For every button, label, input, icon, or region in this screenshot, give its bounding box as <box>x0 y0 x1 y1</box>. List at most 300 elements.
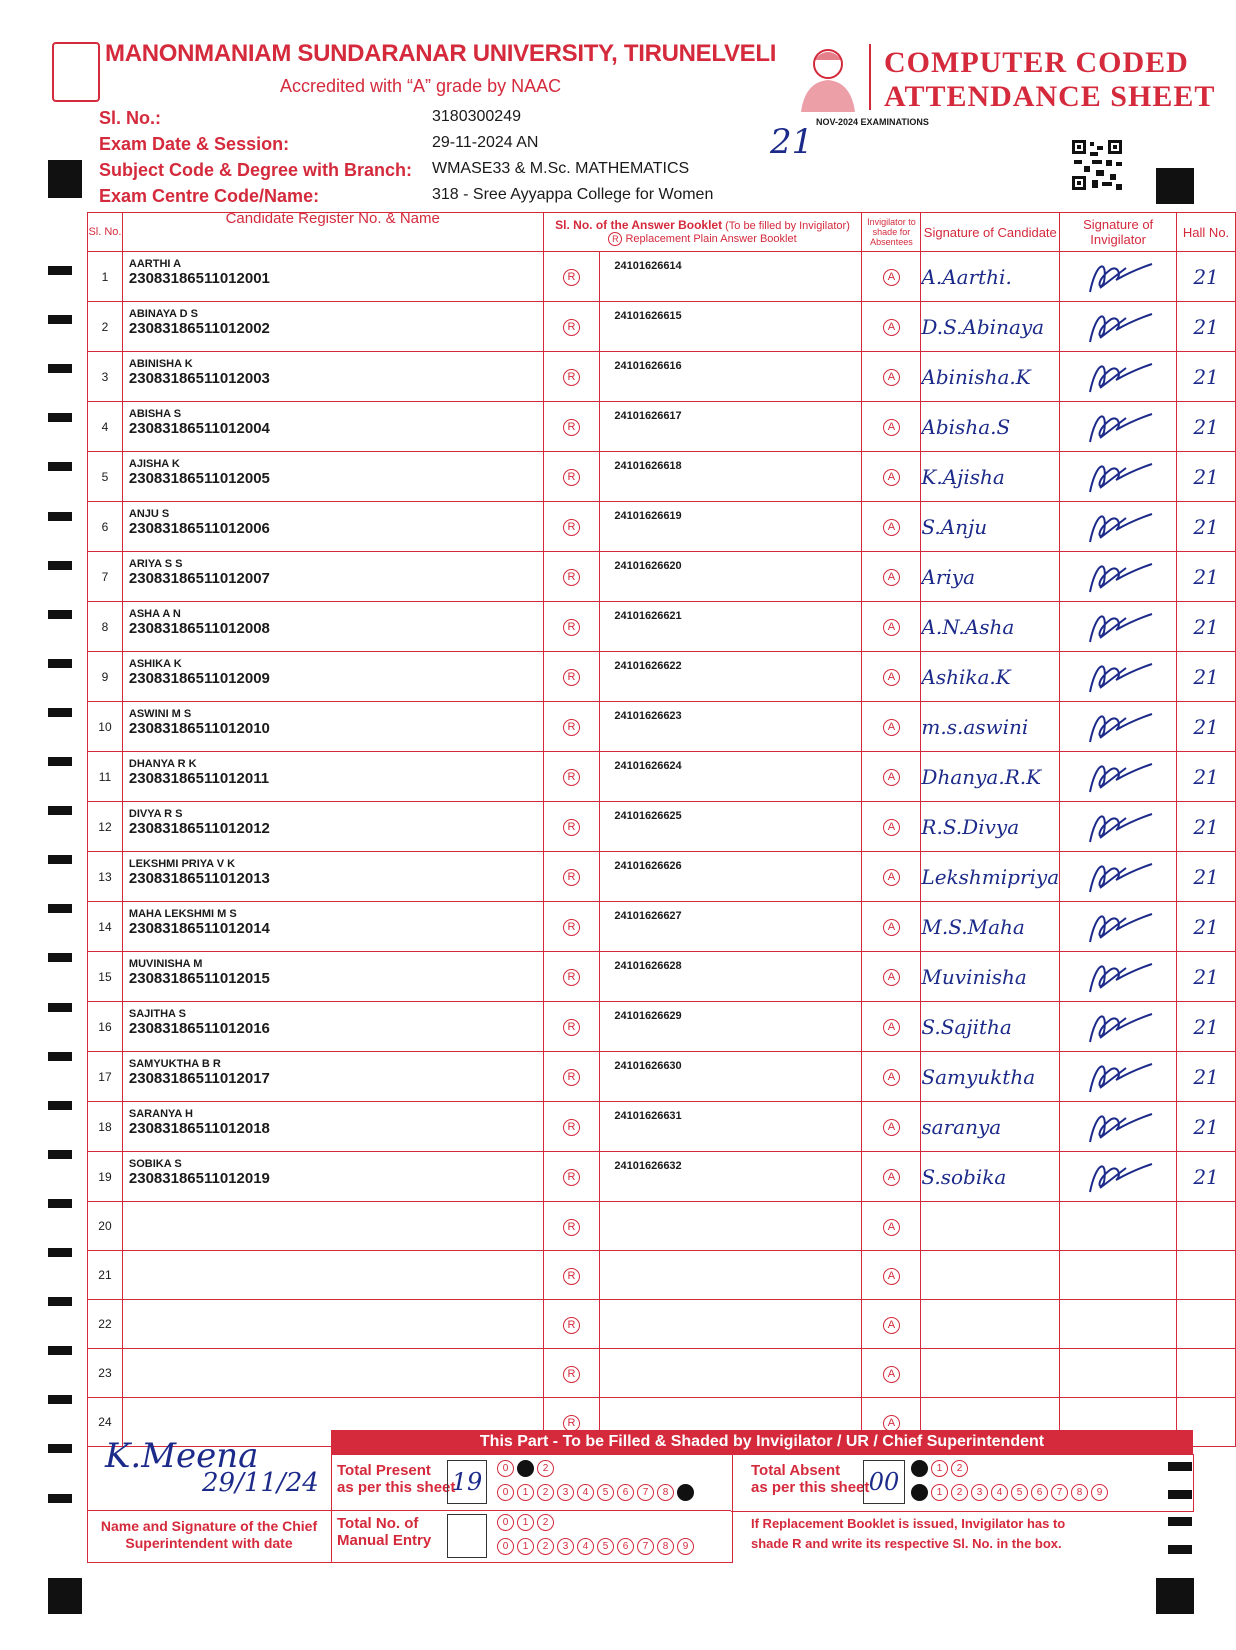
replacement-bubble[interactable]: R <box>563 519 580 536</box>
table-row <box>88 1052 1236 1102</box>
absent-bubble[interactable]: A <box>883 1069 900 1086</box>
row-invigilator-signature <box>1060 402 1177 452</box>
timing-mark <box>48 512 72 521</box>
candidate-signature: A.N.Asha <box>921 614 1015 639</box>
candidate-name: SOBIKA S <box>128 1158 182 1170</box>
row-replacement <box>543 652 600 702</box>
row-candidate <box>122 502 543 552</box>
replacement-bubble[interactable]: R <box>563 819 580 836</box>
digit-bubble[interactable]: 2 <box>537 1460 554 1477</box>
replacement-bubble[interactable]: R <box>563 469 580 486</box>
replacement-bubble[interactable]: R <box>563 1317 580 1334</box>
row-candidate <box>122 252 543 302</box>
candidate-signature: Lekshmipriya <box>921 864 1060 889</box>
absent-bubble[interactable]: A <box>883 469 900 486</box>
row-booklet <box>600 352 862 402</box>
digit-bubble[interactable]: 7 <box>637 1484 654 1501</box>
present-label-1: Total Present <box>337 1462 431 1479</box>
booklet-number: 24101626620 <box>614 560 682 572</box>
digit-bubble[interactable]: 4 <box>991 1484 1008 1501</box>
hall-number: 21 <box>1193 1114 1219 1139</box>
candidate-name: ANJU S <box>128 508 170 520</box>
timing-mark <box>48 806 72 815</box>
booklet-number: 24101626619 <box>614 510 682 522</box>
replacement-bubble[interactable]: R <box>563 569 580 586</box>
row-replacement <box>543 1052 600 1102</box>
invigilator-section <box>87 1430 1193 1562</box>
row-absent <box>862 452 921 502</box>
row-candidate <box>122 1202 543 1251</box>
digit-bubble[interactable]: 3 <box>557 1538 574 1555</box>
absent-bubble[interactable]: A <box>883 819 900 836</box>
row-hall <box>1177 802 1236 852</box>
row-absent <box>862 652 921 702</box>
table-row <box>88 452 1236 502</box>
replacement-bubble[interactable]: R <box>563 1019 580 1036</box>
row-booklet <box>600 802 862 852</box>
timing-mark <box>48 1003 72 1012</box>
row-candidate-signature <box>921 302 1060 352</box>
table-row <box>88 1300 1236 1349</box>
row-absent <box>862 702 921 752</box>
table-row <box>88 802 1236 852</box>
candidate-register-no: 23083186511012011 <box>128 770 270 787</box>
chief-date: 29/11/24 <box>202 1468 319 1498</box>
absent-bubble[interactable]: A <box>883 1169 900 1186</box>
row-invigilator-signature <box>1060 802 1177 852</box>
digit-bubble[interactable]: 1 <box>517 1484 534 1501</box>
timing-mark <box>48 1444 72 1453</box>
invigilator-signature-icon <box>1060 602 1170 646</box>
manual-units-bubbles <box>497 1538 694 1555</box>
candidate-register-no: 23083186511012019 <box>128 1170 270 1187</box>
row-candidate <box>122 1349 543 1398</box>
candidate-name: ABISHA S <box>128 408 182 420</box>
chief-label: Name and Signature of the Chief Superintendent with date <box>100 1518 318 1551</box>
absent-bubble[interactable]: A <box>883 519 900 536</box>
header-absent: Invigilator to shade for Absentees <box>862 213 921 252</box>
present-value-box[interactable]: 19 <box>447 1460 487 1504</box>
row-invigilator-signature <box>1060 652 1177 702</box>
digit-bubble[interactable]: 1 <box>517 1538 534 1555</box>
digit-bubble[interactable]: 6 <box>1031 1484 1048 1501</box>
candidate-name: AJISHA K <box>128 458 180 470</box>
candidate-signature: m.s.aswini <box>921 714 1029 739</box>
booklet-number: 24101626624 <box>614 760 682 772</box>
digit-bubble[interactable]: 1 <box>517 1460 534 1477</box>
row-invigilator-signature <box>1060 1002 1177 1052</box>
candidate-signature: saranya <box>921 1114 1002 1139</box>
header-sl: Sl. No. <box>88 213 123 252</box>
row-hall <box>1177 702 1236 752</box>
replacement-bubble[interactable]: R <box>563 1119 580 1136</box>
row-hall <box>1177 302 1236 352</box>
replacement-bubble[interactable]: R <box>563 369 580 386</box>
absent-label <box>751 1462 869 1496</box>
booklet-number: 24101626621 <box>614 610 682 622</box>
row-absent <box>862 1102 921 1152</box>
candidate-name: AARTHI A <box>128 258 182 270</box>
row-replacement <box>543 1002 600 1052</box>
row-sl: 14 <box>88 902 123 952</box>
digit-bubble[interactable]: 0 <box>497 1514 514 1531</box>
absent-bubble[interactable]: A <box>883 369 900 386</box>
row-absent <box>862 252 921 302</box>
row-candidate-signature <box>921 502 1060 552</box>
row-hall <box>1177 502 1236 552</box>
hall-note: 21 <box>770 122 814 162</box>
header-sig-candidate: Signature of Candidate <box>921 213 1060 252</box>
timing-mark <box>48 855 72 864</box>
absent-bubble[interactable]: A <box>883 419 900 436</box>
digit-bubble[interactable]: 8 <box>657 1484 674 1501</box>
absent-bubble[interactable]: A <box>883 769 900 786</box>
row-candidate-signature <box>921 1300 1060 1349</box>
absent-bubble[interactable]: A <box>883 1119 900 1136</box>
hall-number: 21 <box>1193 914 1219 939</box>
candidate-register-no: 23083186511012006 <box>128 520 270 537</box>
digit-bubble[interactable]: 1 <box>931 1460 948 1477</box>
row-booklet <box>600 902 862 952</box>
row-absent <box>862 602 921 652</box>
registration-mark <box>1156 1578 1194 1614</box>
row-booklet <box>600 1251 862 1300</box>
table-row <box>88 1102 1236 1152</box>
digit-bubble[interactable]: 9 <box>677 1538 694 1555</box>
row-booklet <box>600 702 862 752</box>
exam-series: NOV-2024 EXAMINATIONS <box>816 117 929 127</box>
row-candidate-signature <box>921 652 1060 702</box>
booklet-number: 24101626614 <box>614 260 682 272</box>
row-hall <box>1177 1052 1236 1102</box>
table-row <box>88 352 1236 402</box>
row-absent <box>862 302 921 352</box>
timing-mark <box>48 413 72 422</box>
replacement-bubble[interactable]: R <box>563 1415 580 1432</box>
digit-bubble[interactable]: 6 <box>617 1484 634 1501</box>
digit-bubble[interactable]: 2 <box>951 1460 968 1477</box>
table-row <box>88 952 1236 1002</box>
row-candidate <box>122 902 543 952</box>
row-sl: 6 <box>88 502 123 552</box>
table-row <box>88 652 1236 702</box>
row-absent <box>862 502 921 552</box>
row-invigilator-signature <box>1060 1202 1177 1251</box>
digit-bubble[interactable]: 5 <box>597 1484 614 1501</box>
replacement-bubble[interactable]: R <box>563 1219 580 1236</box>
divider <box>331 1510 731 1511</box>
row-booklet <box>600 852 862 902</box>
candidate-register-no: 23083186511012015 <box>128 970 270 987</box>
timing-mark <box>48 1150 72 1159</box>
replacement-bubble[interactable]: R <box>563 1169 580 1186</box>
row-hall <box>1177 852 1236 902</box>
table-row <box>88 1251 1236 1300</box>
replacement-bubble[interactable]: R <box>563 719 580 736</box>
replacement-bubble[interactable]: R <box>563 969 580 986</box>
digit-bubble[interactable]: 8 <box>657 1538 674 1555</box>
table-row <box>88 752 1236 802</box>
row-candidate <box>122 652 543 702</box>
row-sl: 11 <box>88 752 123 802</box>
candidate-signature: Abinisha.K <box>921 364 1031 389</box>
table-row <box>88 902 1236 952</box>
candidate-signature: K.Ajisha <box>921 464 1005 489</box>
absent-bubble[interactable]: A <box>883 269 900 286</box>
candidate-register-no: 23083186511012016 <box>128 1020 270 1037</box>
digit-bubble[interactable]: 3 <box>971 1484 988 1501</box>
row-booklet <box>600 952 862 1002</box>
digit-bubble[interactable]: 2 <box>537 1484 554 1501</box>
row-booklet <box>600 252 862 302</box>
absent-bubble[interactable]: A <box>883 619 900 636</box>
row-invigilator-signature <box>1060 1349 1177 1398</box>
candidate-register-no: 23083186511012018 <box>128 1120 270 1137</box>
row-replacement <box>543 902 600 952</box>
booklet-number: 24101626630 <box>614 1060 682 1072</box>
hall-number: 21 <box>1193 614 1219 639</box>
row-invigilator-signature <box>1060 1152 1177 1202</box>
row-invigilator-signature <box>1060 602 1177 652</box>
digit-bubble[interactable]: 1 <box>517 1514 534 1531</box>
row-hall <box>1177 1202 1236 1251</box>
digit-bubble[interactable]: 0 <box>497 1460 514 1477</box>
row-sl: 12 <box>88 802 123 852</box>
digit-bubble[interactable]: 6 <box>617 1538 634 1555</box>
row-replacement <box>543 852 600 902</box>
absent-bubble[interactable]: A <box>883 669 900 686</box>
absent-bubble[interactable]: A <box>883 869 900 886</box>
sheet-title-line-1: COMPUTER CODED <box>884 46 1189 79</box>
row-candidate-signature <box>921 802 1060 852</box>
row-invigilator-signature <box>1060 352 1177 402</box>
row-hall <box>1177 252 1236 302</box>
booklet-number: 24101626616 <box>614 360 682 372</box>
table-row <box>88 852 1236 902</box>
header-divider <box>869 44 871 110</box>
digit-bubble[interactable]: 9 <box>677 1484 694 1501</box>
digit-bubble[interactable]: 9 <box>1091 1484 1108 1501</box>
row-invigilator-signature <box>1060 552 1177 602</box>
invigilator-signature-icon <box>1060 552 1170 596</box>
row-candidate <box>122 552 543 602</box>
manual-label-2: Manual Entry <box>337 1532 432 1549</box>
absent-bubble[interactable]: A <box>883 1268 900 1285</box>
row-replacement <box>543 1152 600 1202</box>
candidate-signature: Muvinisha <box>921 964 1027 989</box>
row-replacement <box>543 252 600 302</box>
row-sl: 13 <box>88 852 123 902</box>
digit-bubble[interactable]: 4 <box>577 1538 594 1555</box>
table-row <box>88 502 1236 552</box>
row-booklet <box>600 1052 862 1102</box>
absent-bubble[interactable]: A <box>883 1019 900 1036</box>
invigilator-signature-icon <box>1060 902 1170 946</box>
row-booklet <box>600 1349 862 1398</box>
booklet-number: 24101626615 <box>614 310 682 322</box>
digit-bubble[interactable]: 2 <box>951 1484 968 1501</box>
table-row <box>88 1202 1236 1251</box>
absent-label-2: as per this sheet <box>751 1479 870 1496</box>
row-absent <box>862 1052 921 1102</box>
digit-bubble[interactable]: 2 <box>537 1514 554 1531</box>
timing-mark <box>48 561 72 570</box>
replacement-bubble[interactable]: R <box>563 319 580 336</box>
absent-bubble[interactable]: A <box>883 319 900 336</box>
timing-mark <box>48 953 72 962</box>
invigilator-signature-icon <box>1060 402 1170 446</box>
absent-bubble[interactable]: A <box>883 1317 900 1334</box>
absent-bubble[interactable]: A <box>883 719 900 736</box>
replacement-bubble[interactable]: R <box>563 619 580 636</box>
absent-bubble[interactable]: A <box>883 1415 900 1432</box>
invigilator-signature-icon <box>1060 1102 1170 1146</box>
row-hall <box>1177 552 1236 602</box>
hall-number: 21 <box>1193 314 1219 339</box>
row-booklet <box>600 302 862 352</box>
manual-value-box[interactable] <box>447 1514 487 1558</box>
digit-bubble[interactable]: 0 <box>911 1484 928 1501</box>
candidate-name: SARANYA H <box>128 1108 193 1120</box>
candidate-register-no: 23083186511012003 <box>128 370 270 387</box>
candidate-signature: R.S.Divya <box>921 814 1020 839</box>
row-candidate <box>122 352 543 402</box>
row-invigilator-signature <box>1060 1251 1177 1300</box>
candidate-name: ABINAYA D S <box>128 308 198 320</box>
candidate-name: MAHA LEKSHMI M S <box>128 908 237 920</box>
digit-bubble[interactable]: 1 <box>931 1484 948 1501</box>
row-invigilator-signature <box>1060 252 1177 302</box>
registration-mark <box>48 160 82 198</box>
candidate-signature: M.S.Maha <box>921 914 1025 939</box>
replacement-bubble[interactable]: R <box>563 769 580 786</box>
digit-bubble[interactable]: 5 <box>1011 1484 1028 1501</box>
candidate-name: DIVYA R S <box>128 808 183 820</box>
row-candidate-signature <box>921 352 1060 402</box>
invigilator-signature-icon <box>1060 252 1170 296</box>
replacement-bubble[interactable]: R <box>563 419 580 436</box>
hall-number: 21 <box>1193 664 1219 689</box>
row-sl: 1 <box>88 252 123 302</box>
candidate-register-no: 23083186511012007 <box>128 570 270 587</box>
replacement-bubble[interactable]: R <box>563 919 580 936</box>
booklet-number: 24101626618 <box>614 460 682 472</box>
invigilator-signature-icon <box>1060 302 1170 346</box>
replacement-bubble[interactable]: R <box>563 869 580 886</box>
digit-bubble[interactable]: 7 <box>1051 1484 1068 1501</box>
row-candidate-signature <box>921 452 1060 502</box>
table-row <box>88 302 1236 352</box>
replacement-note <box>751 1514 1065 1554</box>
row-hall <box>1177 1251 1236 1300</box>
booklet-number: 24101626632 <box>614 1160 682 1172</box>
candidate-register-no: 23083186511012014 <box>128 920 270 937</box>
row-absent <box>862 1152 921 1202</box>
replacement-bubble[interactable]: R <box>563 1069 580 1086</box>
absent-bubble[interactable]: A <box>883 569 900 586</box>
replacement-bubble[interactable]: R <box>563 669 580 686</box>
digit-bubble[interactable]: 7 <box>637 1538 654 1555</box>
timing-mark <box>48 462 72 471</box>
row-absent <box>862 852 921 902</box>
candidate-register-no: 23083186511012013 <box>128 870 270 887</box>
row-candidate <box>122 1251 543 1300</box>
absent-bubble[interactable]: A <box>883 969 900 986</box>
invigilator-signature-icon <box>1060 1002 1170 1046</box>
row-replacement <box>543 502 600 552</box>
registration-mark <box>48 1578 82 1614</box>
row-hall <box>1177 1349 1236 1398</box>
centre-label: Exam Centre Code/Name: <box>99 186 320 206</box>
candidate-register-no: 23083186511012012 <box>128 820 270 837</box>
row-absent <box>862 1202 921 1251</box>
digit-bubble[interactable]: 8 <box>1071 1484 1088 1501</box>
hall-number: 21 <box>1193 1164 1219 1189</box>
row-sl: 23 <box>88 1349 123 1398</box>
digit-bubble[interactable]: 4 <box>577 1484 594 1501</box>
invigilator-signature-icon <box>1060 502 1170 546</box>
digit-bubble[interactable]: 0 <box>497 1484 514 1501</box>
row-replacement <box>543 552 600 602</box>
row-invigilator-signature <box>1060 1102 1177 1152</box>
absent-bubble[interactable]: A <box>883 1219 900 1236</box>
timing-mark <box>48 266 72 275</box>
candidate-signature: Ariya <box>921 564 976 589</box>
subject-value: WMASE33 & M.Sc. MATHEMATICS <box>432 160 690 177</box>
digit-bubble[interactable]: 0 <box>497 1538 514 1555</box>
row-replacement <box>543 302 600 352</box>
replacement-bubble[interactable]: R <box>563 1268 580 1285</box>
row-hall <box>1177 1152 1236 1202</box>
digit-bubble[interactable]: 3 <box>557 1484 574 1501</box>
digit-bubble[interactable]: 2 <box>537 1538 554 1555</box>
candidate-name: SAMYUKTHA B R <box>128 1058 221 1070</box>
row-hall <box>1177 352 1236 402</box>
row-candidate-signature <box>921 1052 1060 1102</box>
invigilator-signature-icon <box>1060 1052 1170 1096</box>
row-absent <box>862 402 921 452</box>
timing-mark <box>48 364 72 373</box>
digit-bubble[interactable]: 0 <box>911 1460 928 1477</box>
absent-bubble[interactable]: A <box>883 919 900 936</box>
row-booklet <box>600 1300 862 1349</box>
row-sl: 21 <box>88 1251 123 1300</box>
invigilator-signature-icon <box>1060 852 1170 896</box>
candidate-register-no: 23083186511012017 <box>128 1070 270 1087</box>
row-candidate-signature <box>921 1202 1060 1251</box>
invigilator-signature-icon <box>1060 952 1170 996</box>
header-sig-invigilator: Signature of Invigilator <box>1060 213 1177 252</box>
row-hall <box>1177 452 1236 502</box>
row-replacement <box>543 1102 600 1152</box>
sheet-title <box>884 46 1215 114</box>
timing-mark <box>48 1346 72 1355</box>
hall-number: 21 <box>1193 714 1219 739</box>
replacement-bubble[interactable]: R <box>563 269 580 286</box>
replacement-r-icon: R <box>608 232 622 246</box>
row-candidate-signature <box>921 902 1060 952</box>
absent-bubble[interactable]: A <box>883 1366 900 1383</box>
candidate-name: ARIYA S S <box>128 558 183 570</box>
hall-number: 21 <box>1193 364 1219 389</box>
row-booklet <box>600 652 862 702</box>
row-replacement <box>543 802 600 852</box>
timing-mark <box>48 1248 72 1257</box>
replacement-bubble[interactable]: R <box>563 1366 580 1383</box>
digit-bubble[interactable]: 5 <box>597 1538 614 1555</box>
row-sl: 18 <box>88 1102 123 1152</box>
absent-value-box[interactable]: 00 <box>863 1460 905 1504</box>
